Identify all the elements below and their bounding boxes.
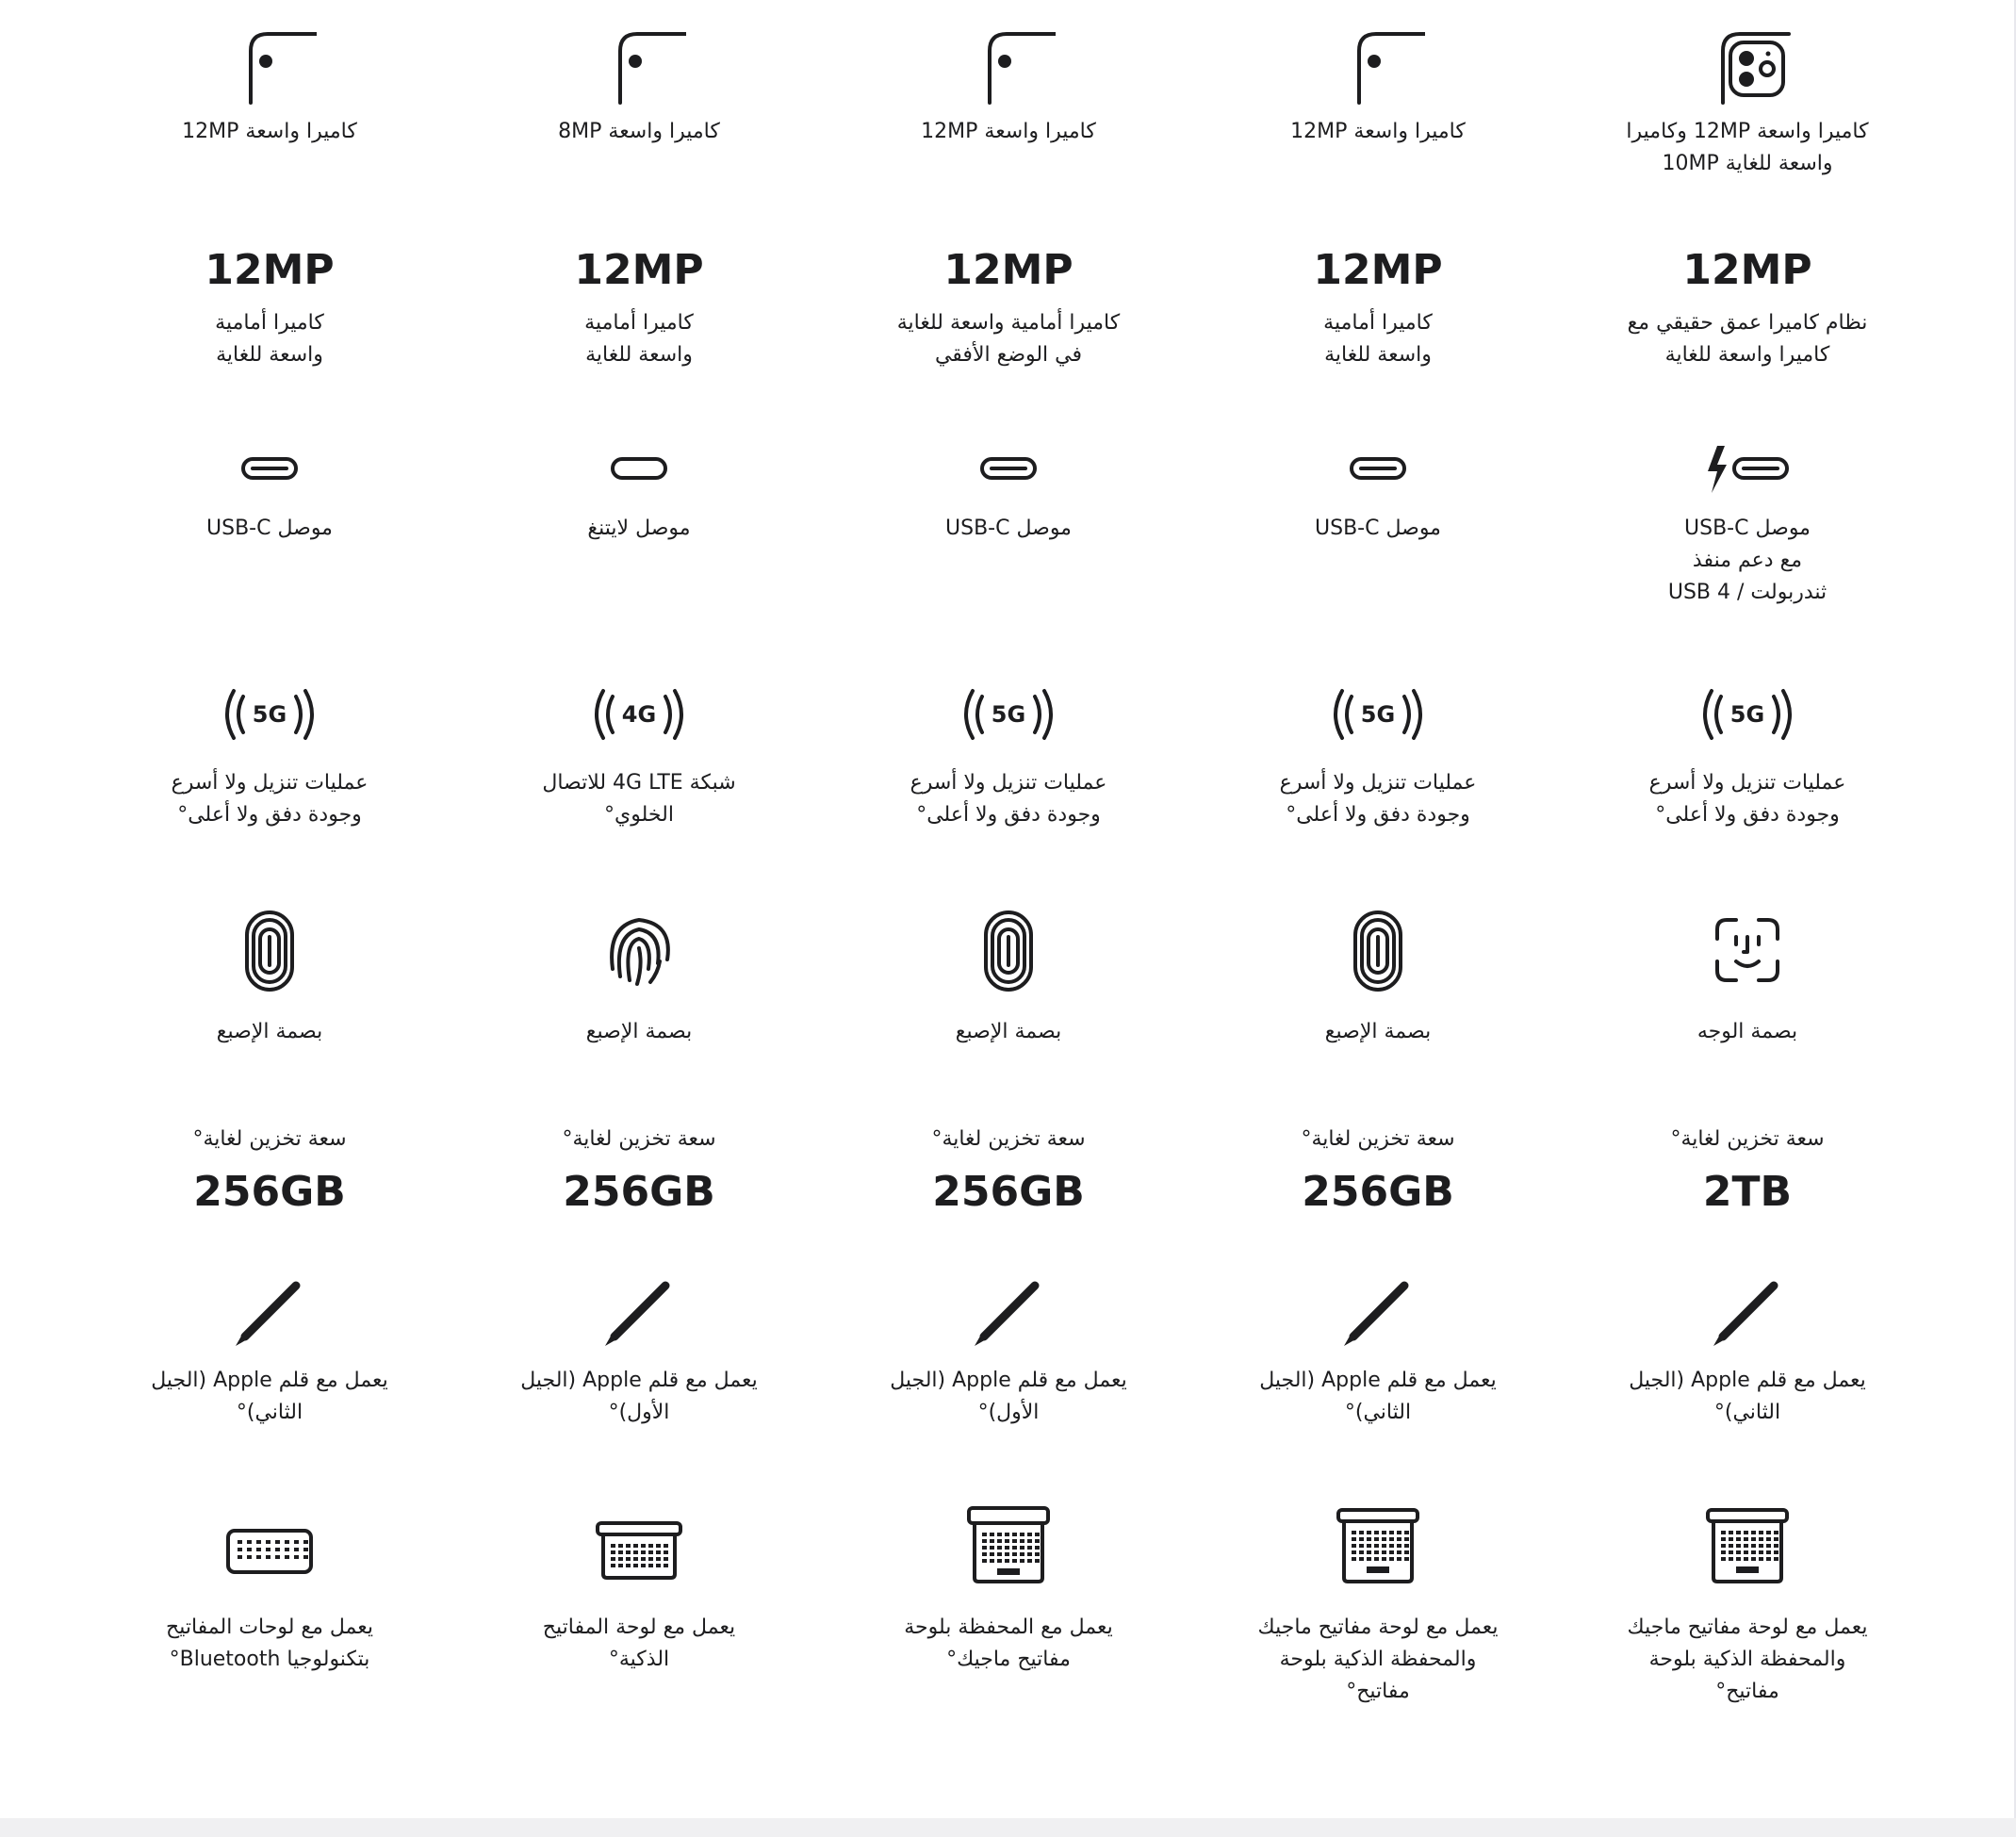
storage-value: 2TB bbox=[1702, 1168, 1793, 1216]
pencil-icon bbox=[222, 1265, 317, 1359]
connector-description: موصل USB-C bbox=[1315, 517, 1441, 540]
touch-id-icon bbox=[1331, 903, 1425, 997]
camera-description: كاميرا واسعة 8MP bbox=[558, 120, 720, 143]
authentication-description: بصمة الوجه bbox=[1696, 1020, 1798, 1043]
camera-description: كاميرا واسعة 12MP bbox=[921, 120, 1096, 143]
front-camera-value: 12MP bbox=[943, 246, 1074, 294]
smart-keyboard-icon bbox=[592, 1499, 686, 1593]
front-camera-value: 12MP bbox=[205, 246, 335, 294]
front-camera-description: كاميرا أمامية واسعة للغاية bbox=[584, 311, 694, 367]
connector-description: موصل USB-C bbox=[206, 517, 333, 540]
pencil-icon bbox=[961, 1265, 1056, 1359]
bottom-band bbox=[0, 1818, 2016, 1837]
front-camera-description: كاميرا أمامية واسعة للغاية bbox=[215, 311, 324, 367]
lightning-icon bbox=[592, 421, 686, 516]
keyboard-compatibility: يعمل مع لوحة المفاتيح الذكية° bbox=[542, 1616, 736, 1671]
network-badge: 5G bbox=[991, 701, 1026, 728]
fingerprint-icon bbox=[592, 903, 686, 997]
usb-c-icon bbox=[222, 421, 317, 516]
network-description: شبكة 4G LTE للاتصال الخلوي° bbox=[542, 771, 736, 827]
connector-description: موصل لايتنغ bbox=[587, 517, 691, 540]
camera-description: كاميرا واسعة 12MP bbox=[1290, 120, 1466, 143]
front-camera-value: 12MP bbox=[1682, 246, 1812, 294]
pencil-compatibility: يعمل مع قلم Apple (الجيل الثاني)° bbox=[1259, 1369, 1497, 1424]
authentication-description: بصمة الإصبع bbox=[216, 1020, 323, 1043]
keyboard-compatibility: يعمل مع لوحات المفاتيح بتكنولوجيا Bluetooth° bbox=[166, 1616, 373, 1671]
storage-label: سعة تخزين لغاية° bbox=[192, 1127, 347, 1151]
authentication-description: بصمة الإصبع bbox=[955, 1020, 1062, 1043]
storage-label: سعة تخزين لغاية° bbox=[1670, 1127, 1825, 1151]
storage-label: سعة تخزين لغاية° bbox=[562, 1127, 716, 1151]
network-badge: 4G bbox=[621, 701, 657, 728]
front-camera-description: نظام كاميرا عمق حقيقي مع كاميرا واسعة للغاية bbox=[1627, 311, 1868, 367]
authentication-description: بصمة الإصبع bbox=[585, 1020, 693, 1043]
network-description: عمليات تنزيل ولا أسرع وجودة دفق ولا أعلى° bbox=[1648, 771, 1846, 827]
keyboard-compatibility: يعمل مع المحفظة بلوحة مفاتيح ماجيك° bbox=[904, 1616, 1113, 1671]
storage-value: 256GB bbox=[1302, 1168, 1454, 1216]
cellular-network-icon bbox=[1331, 667, 1425, 762]
connector-description: موصل USB-C مع دعم منفذ ثندربولت / USB 4 bbox=[1667, 517, 1828, 604]
storage-label: سعة تخزين لغاية° bbox=[931, 1127, 1086, 1151]
dual-camera-icon bbox=[1700, 13, 1795, 107]
cellular-network-icon bbox=[592, 667, 686, 762]
connector-description: موصل USB-C bbox=[945, 517, 1072, 540]
authentication-description: بصمة الإصبع bbox=[1324, 1020, 1432, 1043]
single-camera-icon bbox=[222, 13, 317, 107]
pencil-icon bbox=[1331, 1265, 1425, 1359]
network-description: عمليات تنزيل ولا أسرع وجودة دفق ولا أعلى° bbox=[910, 771, 1107, 827]
pencil-compatibility: يعمل مع قلم Apple (الجيل الأول)° bbox=[520, 1369, 758, 1424]
touch-id-icon bbox=[222, 903, 317, 997]
keyboard-compatibility: يعمل مع لوحة مفاتيح ماجيك والمحفظة الذكية بلوحة مفاتيح° bbox=[1257, 1616, 1499, 1703]
camera-description: كاميرا واسعة 12MP bbox=[182, 120, 357, 143]
storage-value: 256GB bbox=[932, 1168, 1085, 1216]
pencil-icon bbox=[592, 1265, 686, 1359]
network-badge: 5G bbox=[1729, 701, 1765, 728]
network-description: عمليات تنزيل ولا أسرع وجودة دفق ولا أعلى° bbox=[171, 771, 369, 827]
usb-c-icon bbox=[1331, 421, 1425, 516]
storage-label: سعة تخزين لغاية° bbox=[1301, 1127, 1455, 1151]
pencil-compatibility: يعمل مع قلم Apple (الجيل الثاني)° bbox=[151, 1369, 388, 1424]
single-camera-icon bbox=[1331, 13, 1425, 107]
bluetooth-keyboard-icon bbox=[222, 1499, 317, 1593]
network-badge: 5G bbox=[252, 701, 287, 728]
magic-keyboard-icon bbox=[1700, 1499, 1795, 1593]
camera-description: كاميرا واسعة 12MP وكاميرا واسعة للغاية 10MP bbox=[1626, 120, 1869, 175]
face-id-icon bbox=[1700, 903, 1795, 997]
front-camera-description: كاميرا أمامية واسعة للغاية في الوضع الأفقي bbox=[896, 311, 1121, 367]
network-badge: 5G bbox=[1360, 701, 1396, 728]
thunderbolt-usb-c-icon bbox=[1700, 421, 1795, 516]
touch-id-icon bbox=[961, 903, 1056, 997]
cellular-network-icon bbox=[222, 667, 317, 762]
cellular-network-icon bbox=[961, 667, 1056, 762]
pencil-compatibility: يعمل مع قلم Apple (الجيل الثاني)° bbox=[1629, 1369, 1866, 1424]
front-camera-value: 12MP bbox=[1313, 246, 1443, 294]
storage-value: 256GB bbox=[563, 1168, 715, 1216]
usb-c-icon bbox=[961, 421, 1056, 516]
storage-value: 256GB bbox=[193, 1168, 346, 1216]
pencil-icon bbox=[1700, 1265, 1795, 1359]
single-camera-icon bbox=[961, 13, 1056, 107]
magic-keyboard-folio-icon bbox=[961, 1499, 1056, 1593]
keyboard-compatibility: يعمل مع لوحة مفاتيح ماجيك والمحفظة الذكية بلوحة مفاتيح° bbox=[1627, 1616, 1868, 1703]
magic-keyboard-icon bbox=[1331, 1499, 1425, 1593]
front-camera-value: 12MP bbox=[574, 246, 704, 294]
cellular-network-icon bbox=[1700, 667, 1795, 762]
front-camera-description: كاميرا أمامية واسعة للغاية bbox=[1323, 311, 1433, 367]
single-camera-icon bbox=[592, 13, 686, 107]
pencil-compatibility: يعمل مع قلم Apple (الجيل الأول)° bbox=[890, 1369, 1127, 1424]
network-description: عمليات تنزيل ولا أسرع وجودة دفق ولا أعلى° bbox=[1279, 771, 1477, 827]
